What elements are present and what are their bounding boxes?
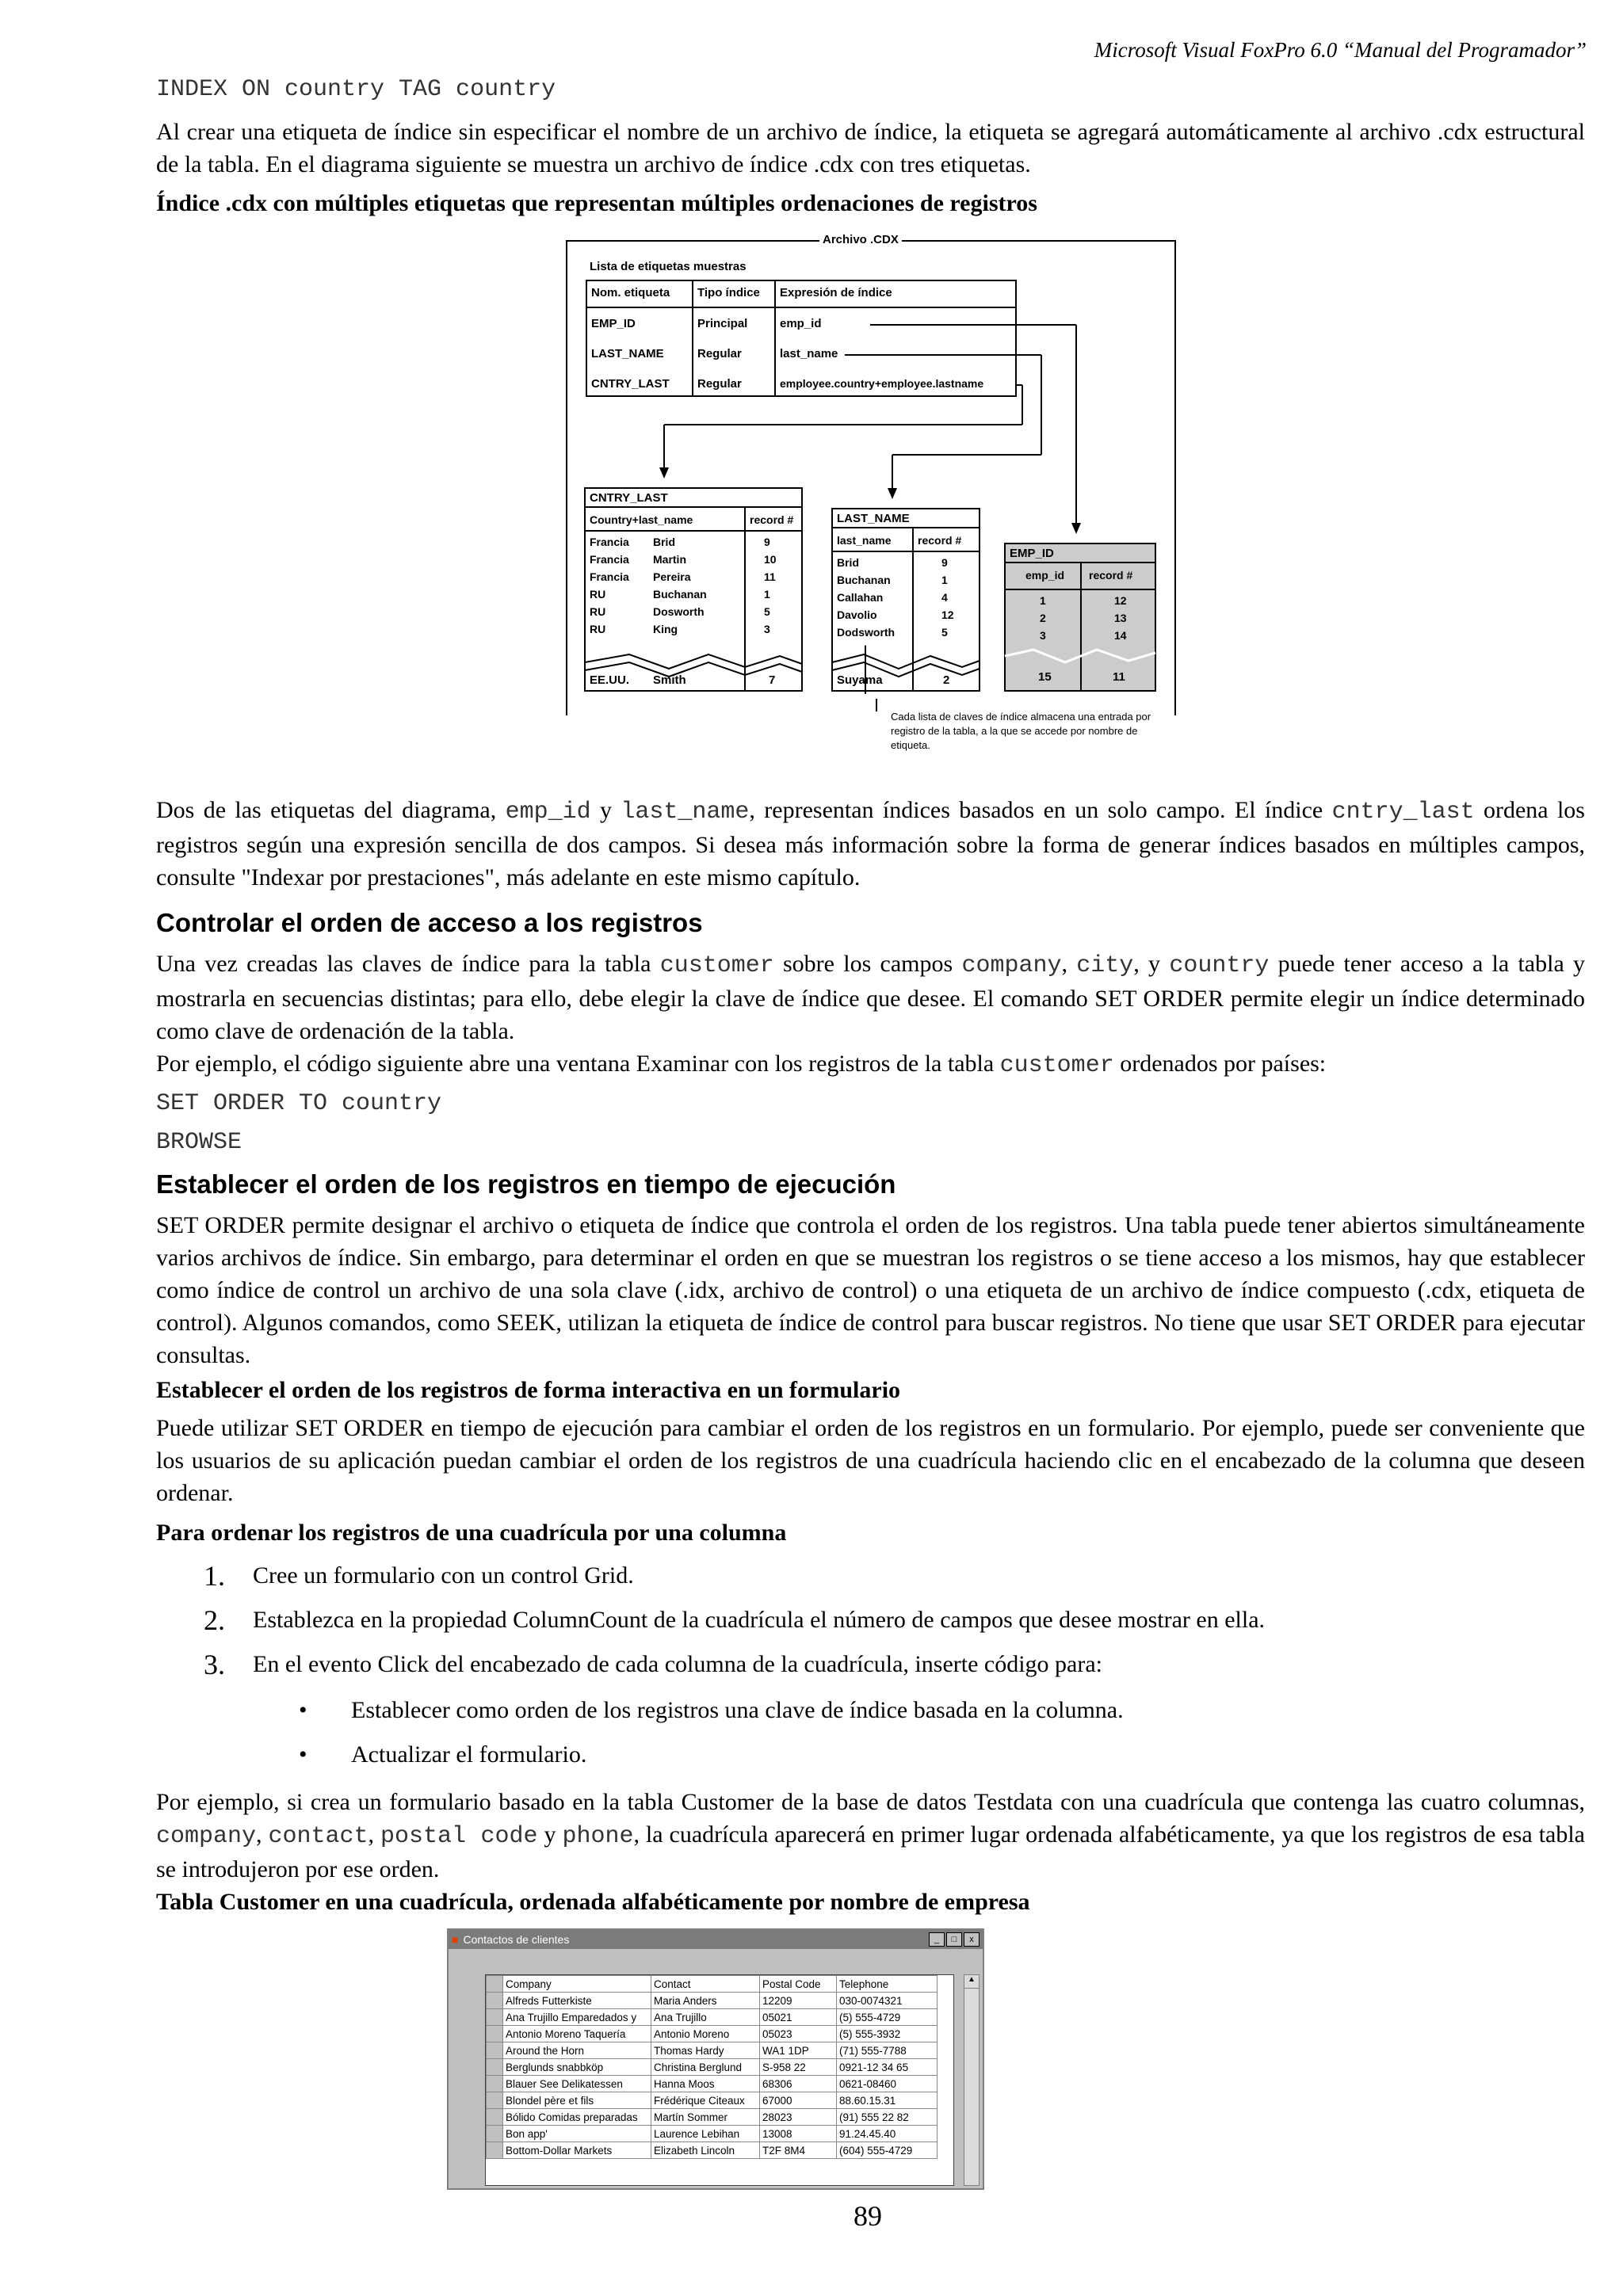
grid-cell[interactable]: Maria Anders (651, 1993, 760, 2009)
cntry-last-country: RU (590, 605, 606, 618)
cntry-last-name: Martin (653, 553, 686, 566)
table-row[interactable] (487, 2126, 938, 2142)
row-selector[interactable] (487, 2142, 503, 2159)
cntry-last-name: Brid (653, 536, 675, 548)
grid-cell[interactable]: 28023 (760, 2109, 837, 2126)
cntry-last-record: 7 (769, 673, 776, 687)
cntry-last-name: Buchanan (653, 588, 707, 601)
text: , (368, 1821, 380, 1848)
paragraph-example (156, 1047, 1585, 1082)
grid-cell[interactable]: (71) 555-7788 (837, 2042, 938, 2059)
grid-cell[interactable]: 05021 (760, 2009, 837, 2026)
heading-form: Establecer el orden de los registros de forma interactiva en un formulario (156, 1377, 901, 1403)
sample-list-title: Lista de etiquetas muestras (590, 260, 747, 273)
grid-cell[interactable]: 12209 (760, 1993, 837, 2009)
last-name-record: 2 (943, 673, 950, 687)
code-postal-code: postal code (380, 1823, 538, 1850)
heading-control-order: Controlar el orden de acceso a los registros (156, 908, 703, 937)
cntry-last-name: Pereira (653, 570, 691, 583)
last-name-title: LAST_NAME (837, 512, 910, 525)
last-name-value: Buchanan (837, 574, 891, 586)
cntry-last-name: King (653, 623, 678, 635)
tag-expression: emp_id (780, 317, 822, 330)
tag-name: CNTRY_LAST (591, 377, 670, 391)
tag-type: Regular (697, 347, 742, 360)
grid-cell[interactable]: Alfreds Futterkiste (503, 1993, 651, 2009)
bullet-text: Actualizar el formulario. (351, 1741, 587, 1768)
text: Por ejemplo, el código siguiente abre una ventana Examinar con los registros de la tabla (156, 1051, 1000, 1077)
grid-cell[interactable]: 13008 (760, 2126, 837, 2142)
running-header: Microsoft Visual FoxPro 6.0 “Manual del Programador” (1094, 38, 1587, 62)
cntry-last-country: RU (590, 623, 606, 635)
table-row[interactable] (487, 2092, 938, 2109)
row-selector[interactable] (487, 2076, 503, 2092)
grid-cell[interactable]: 030-0074321 (837, 1993, 938, 2009)
cntry-last-name: Smith (653, 673, 686, 687)
scroll-up-icon[interactable]: ▲ (964, 1975, 979, 1989)
app-icon: ■ (452, 1933, 459, 1946)
tag-type: Regular (697, 377, 742, 391)
paragraph-intro: Al crear una etiqueta de índice sin especificar el nombre de un archivo de índice, la etiqueta se agregará automáticamente al archivo .cdx estructural de la tabla. En el diagrama siguiente se muestra un archivo de índice .cdx con tres etiquetas. (156, 119, 1585, 177)
step-text: Establezca en la propiedad ColumnCount de la cuadrícula el número de campos que desee mostrar en ella. (253, 1607, 1266, 1633)
step-number: 2. (204, 1604, 225, 1636)
last-name-value: Davolio (837, 608, 877, 621)
code-browse: BROWSE (156, 1129, 242, 1156)
grid-cell[interactable]: Ana Trujillo Emparedados y (503, 2009, 651, 2026)
row-selector (487, 1976, 503, 1993)
cntry-last-record: 1 (764, 588, 770, 601)
text: , (1061, 951, 1077, 977)
last-name-record: 1 (941, 574, 948, 586)
cdx-frame-title: Archivo .CDX (819, 233, 902, 246)
figure1-caption: Índice .cdx con múltiples etiquetas que representan múltiples ordenaciones de registros (156, 190, 1037, 216)
emp-id-value: 15 (1038, 670, 1052, 684)
text: , y (1133, 951, 1170, 977)
tag-expression: employee.country+employee.lastname (780, 377, 984, 390)
grid-cell[interactable]: Bottom-Dollar Markets (503, 2142, 651, 2159)
grid-cell[interactable]: 88.60.15.31 (837, 2092, 938, 2109)
code-phone: phone (562, 1823, 634, 1850)
last-name-value: Brid (837, 556, 859, 569)
table-row[interactable] (487, 2109, 938, 2126)
code-contact: contact (268, 1823, 369, 1850)
text: ordena los registros según una expresión sencilla de dos campos. Si desea más información sobre la forma de generar índices basados en múltiples campos, consulte "Indexar por prestaciones", más adelante en este mismo capítulo. (156, 797, 1585, 891)
grid-cell[interactable]: Martín Sommer (651, 2109, 760, 2126)
column-header-telephone[interactable]: Telephone (837, 1976, 938, 1993)
grid-cell[interactable]: Antonio Moreno (651, 2026, 760, 2042)
bullet-icon: • (299, 1741, 307, 1768)
tag-name: LAST_NAME (591, 347, 664, 360)
emp-id-record: 12 (1114, 594, 1127, 607)
code-set-order: SET ORDER TO country (156, 1090, 442, 1117)
text: ordenados por países: (1113, 1051, 1327, 1077)
maximize-button[interactable]: □ (946, 1932, 962, 1947)
table-row[interactable] (487, 2076, 938, 2092)
text: puede tener acceso a la tabla y mostrarla en secuencias distintas; para ello, debe elegir la clave de índice que desee. El comando SET ORDER permite elegir un índice determinado como clave de ordenación de la tabla. (156, 951, 1586, 1044)
table-row[interactable] (487, 2142, 938, 2159)
step-text: Cree un formulario con un control Grid. (253, 1562, 634, 1589)
paragraph-runtime: SET ORDER permite designar el archivo o etiqueta de índice que controla el orden de los registros. Una tabla puede tener abiertos simultáneamente varios archivos de índice. Sin embargo, para determinar el orden en que se muestran los registros o se tiene acceso a los mismos, hay que establecer como índice de control un archivo de una sola clave (.idx, archivo de control) o una etiqueta de un archivo de índice compuesto (.cdx, etiqueta de control). Algunos comandos, como SEEK, utilizan la etiqueta de índice de control para buscar registros. No tiene que usar SET ORDER para ejecutar consultas. (156, 1212, 1585, 1368)
text: , representan índices basados en un solo campo. El índice (749, 797, 1332, 823)
grid-table (486, 1975, 938, 2159)
emp-id-title: EMP_ID (1010, 547, 1054, 560)
text: y (537, 1821, 563, 1848)
emp-id-record: 14 (1114, 629, 1127, 642)
grid-cell[interactable]: Blondel père et fils (503, 2092, 651, 2109)
text: Una vez creadas las claves de índice para la tabla (156, 951, 660, 977)
row-selector[interactable] (487, 2109, 503, 2126)
grid-cell[interactable]: (5) 555-3932 (837, 2026, 938, 2042)
grid-cell[interactable]: 0921-12 34 65 (837, 2059, 938, 2076)
last-name-record: 9 (941, 556, 948, 569)
grid-cell[interactable]: Antonio Moreno Taquería (503, 2026, 651, 2042)
table-row[interactable] (487, 2026, 938, 2042)
row-selector[interactable] (487, 2059, 503, 2076)
grid-cell[interactable]: Christina Berglund (651, 2059, 760, 2076)
grid-cell[interactable]: (604) 555-4729 (837, 2142, 938, 2159)
grid-cell[interactable]: 91.24.45.40 (837, 2126, 938, 2142)
cntry-last-record-header: record # (750, 513, 794, 526)
code-index-on: INDEX ON country TAG country (156, 76, 556, 103)
grid-cell[interactable]: Blauer See Delikatessen (503, 2076, 651, 2092)
grid-cell[interactable]: (91) 555 22 82 (837, 2109, 938, 2126)
cntry-last-record: 9 (764, 536, 770, 548)
last-name-value: Dodsworth (837, 626, 896, 639)
table-row[interactable] (487, 2042, 938, 2059)
text: sobre los campos (773, 951, 962, 977)
grid-cell[interactable]: Bon app' (503, 2126, 651, 2142)
text: Por ejemplo, si crea un formulario basado en la tabla Customer de la base de datos Testdata con una cuadrícula que contenga las cuatro columnas, (156, 1789, 1585, 1815)
code-customer: customer (659, 952, 774, 979)
cntry-last-country: Francia (590, 536, 629, 548)
header-index-expression: Expresión de índice (780, 286, 892, 299)
emp-id-value: 3 (1040, 629, 1046, 642)
code-city: city (1076, 952, 1134, 979)
step-number: 1. (204, 1560, 225, 1592)
cntry-last-header: Country+last_name (590, 513, 693, 526)
paragraph-customer-example (156, 1786, 1585, 1886)
window-titlebar (449, 1930, 983, 1949)
cntry-last-country: RU (590, 588, 606, 601)
heading-runtime: Establecer el orden de los registros en tiempo de ejecución (156, 1169, 896, 1199)
cntry-last-title: CNTRY_LAST (590, 491, 668, 505)
emp-id-record: 13 (1114, 612, 1127, 624)
close-button[interactable]: x (964, 1932, 980, 1947)
customer-grid-window (447, 1928, 984, 2190)
grid-cell[interactable]: Around the Horn (503, 2042, 651, 2059)
row-selector[interactable] (487, 2126, 503, 2142)
table-row[interactable] (487, 1993, 938, 2009)
window-title: Contactos de clientes (463, 1933, 570, 1946)
tag-expression: last_name (780, 347, 838, 360)
last-name-record: 12 (941, 608, 954, 621)
emp-id-record: 11 (1113, 670, 1125, 684)
text: Dos de las etiquetas del diagrama, (156, 797, 506, 823)
grid-cell[interactable]: T2F 8M4 (760, 2142, 837, 2159)
row-selector[interactable] (487, 2092, 503, 2109)
grid-cell[interactable]: S-958 22 (760, 2059, 837, 2076)
column-header-company[interactable]: Company (503, 1976, 651, 1993)
row-selector[interactable] (487, 2026, 503, 2042)
grid-cell[interactable]: Berglunds snabbköp (503, 2059, 651, 2076)
last-name-header: last_name (837, 534, 892, 547)
code-emp-id: emp_id (505, 799, 591, 826)
grid-cell[interactable]: Thomas Hardy (651, 2042, 760, 2059)
code-customer: customer (999, 1052, 1114, 1079)
grid-cell[interactable]: Laurence Lebihan (651, 2126, 760, 2142)
cntry-last-record: 11 (764, 570, 776, 583)
text: y (590, 797, 621, 823)
column-header-postal-code[interactable]: Postal Code (760, 1976, 837, 1993)
cntry-last-record: 3 (764, 623, 770, 635)
table-row[interactable] (487, 2059, 938, 2076)
step-number: 3. (204, 1649, 225, 1680)
grid-cell[interactable]: Ana Trujillo (651, 2009, 760, 2026)
code-cntry-last: cntry_last (1331, 799, 1475, 826)
grid-cell[interactable]: 0621-08460 (837, 2076, 938, 2092)
last-name-record: 5 (941, 626, 948, 639)
grid-cell[interactable]: Hanna Moos (651, 2076, 760, 2092)
cntry-last-name: Dosworth (653, 605, 705, 618)
bullet-text: Establecer como orden de los registros una clave de índice basada en la columna. (351, 1697, 1124, 1723)
grid-cell[interactable]: Elizabeth Lincoln (651, 2142, 760, 2159)
code-country: country (1169, 952, 1270, 979)
column-header-contact[interactable]: Contact (651, 1976, 760, 1993)
row-selector[interactable] (487, 2042, 503, 2059)
tag-name: EMP_ID (591, 317, 636, 330)
grid-cell[interactable]: 05023 (760, 2026, 837, 2042)
cntry-last-record: 10 (764, 553, 777, 566)
header-index-type: Tipo índice (697, 286, 760, 299)
grid-cell[interactable]: Bólido Comidas preparadas (503, 2109, 651, 2126)
page-number: 89 (854, 2200, 882, 2232)
step-text: En el evento Click del encabezado de cada columna de la cuadrícula, inserte código para: (253, 1651, 1103, 1677)
text: , (256, 1821, 269, 1848)
cntry-last-country: EE.UU. (590, 673, 630, 687)
diagram-note: Cada lista de claves de índice almacena una entrada por registro de la tabla, a la que se accede por nombre de etiqueta. (891, 711, 1151, 751)
cdx-diagram-lines (566, 236, 1176, 715)
last-name-record: 4 (941, 591, 948, 604)
grid-cell[interactable]: WA1 1DP (760, 2042, 837, 2059)
emp-id-value: 2 (1040, 612, 1046, 624)
code-company: company (961, 952, 1062, 979)
grid-cell[interactable]: 68306 (760, 2076, 837, 2092)
emp-id-value: 1 (1040, 594, 1046, 607)
bullet-icon: • (299, 1697, 307, 1723)
emp-id-header: emp_id (1025, 569, 1065, 582)
heading-grid-sort: Para ordenar los registros de una cuadrícula por una columna (156, 1520, 787, 1546)
last-name-value: Suyama (837, 673, 883, 687)
grid-cell[interactable]: 67000 (760, 2092, 837, 2109)
paragraph-control (156, 948, 1585, 1047)
paragraph-form: Puede utilizar SET ORDER en tiempo de ejecución para cambiar el orden de los registros en un formulario. Por ejemplo, puede ser conveniente que los usuarios de su aplicación puedan cambiar el orden de los registros de una cuadrícula haciendo clic en el encabezado de la columna que deseen ordenar. (156, 1415, 1585, 1506)
code-company: company (156, 1823, 257, 1850)
text: , la cuadrícula aparecerá en primer lugar ordenada alfabéticamente, ya que los registros de esa tabla se introdujeron por ese orden. (156, 1821, 1585, 1882)
grid-body (487, 1993, 938, 2159)
cntry-last-record: 5 (764, 605, 770, 618)
grid-header-row (487, 1976, 938, 1993)
minimize-button[interactable]: _ (929, 1932, 945, 1947)
last-name-value: Callahan (837, 591, 884, 604)
grid-cell[interactable]: Frédérique Citeaux (651, 2092, 760, 2109)
grid-cell[interactable]: (5) 555-4729 (837, 2009, 938, 2026)
cntry-last-country: Francia (590, 570, 629, 583)
vertical-scrollbar[interactable] (964, 1974, 980, 2186)
tag-type: Principal (697, 317, 748, 330)
cntry-last-country: Francia (590, 553, 629, 566)
paragraph-tags (156, 794, 1585, 894)
emp-id-record-header: record # (1089, 569, 1133, 582)
customer-grid[interactable] (485, 1974, 954, 2186)
code-last-name: last_name (621, 799, 750, 826)
cdx-diagram (566, 233, 1176, 751)
row-selector[interactable] (487, 1993, 503, 2009)
table-row[interactable] (487, 2009, 938, 2026)
header-tag-name: Nom. etiqueta (591, 286, 670, 299)
last-name-record-header: record # (918, 534, 962, 547)
row-selector[interactable] (487, 2009, 503, 2026)
figure2-caption: Tabla Customer en una cuadrícula, ordenada alfabéticamente por nombre de empresa (156, 1889, 1030, 1915)
